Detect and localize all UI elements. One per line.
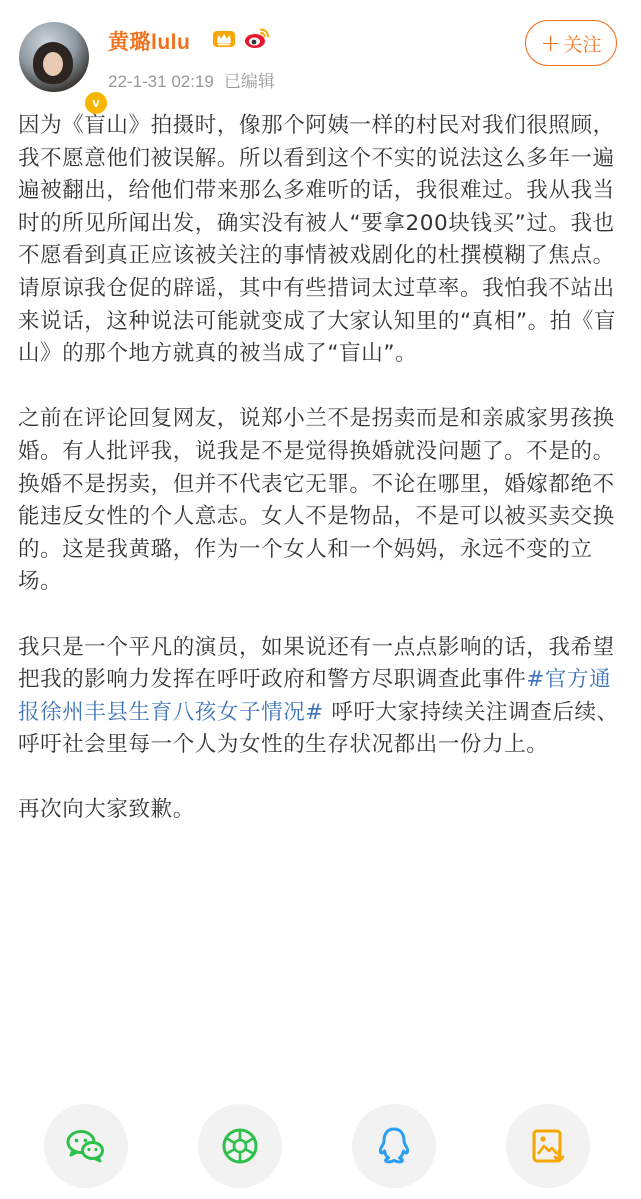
save-image-icon [526,1124,570,1168]
share-bar [0,1100,641,1199]
share-wechat-button[interactable] [44,1104,128,1188]
post-time: 22-1-31 02:19 [108,72,214,91]
verified-badge-icon: v [83,90,109,116]
paragraph: 之前在评论回复网友，说郑小兰不是拐卖而是和亲戚家男孩换婚。有人批评我，说我是不是觉得换婚就没问题了。不是的。换婚不是拐卖，但并不代表它无罪。不论在哪里，婚嫁都绝不能违反女性的个人意志。女人不是物品，不是可以被买卖交换的。这是我黄璐，作为一个女人和一个妈妈，永远不变的立场。 [18,406,615,595]
paragraph: 因为《盲山》拍摄时，像那个阿姨一样的村民对我们很照顾，我不愿意他们被误解。所以看到这个不实的说法这么多年一遍遍被翻出，给他们带来那么多难听的话，我很难过。我从我当时的所见所闻出发，确实没有被人“要拿200块钱买”过。我也不愿看到真正应该被关注的事情被戏剧化的杜撰模糊了焦点。请原谅我仓促的辟谣，其中有些措词太过草率。我怕我不站出来说话，这种说法可能就变成了大家认知里的“真相”。拍《盲山》的那个地方就真的被当成了“盲山”。 [18,113,617,367]
share-qq-button[interactable] [352,1104,436,1188]
avatar[interactable] [19,22,100,110]
paragraph [18,632,624,762]
author-name[interactable]: 黄璐lulu [108,31,191,54]
moments-icon [218,1124,262,1168]
hashtag-link[interactable]: #官方通报徐州丰县生育八孩女子情况# [18,667,612,725]
follow-label: 关注 [563,33,602,56]
paragraph-text: 我只是一个平凡的演员，如果说还有一点点影响的话，我希望把我的影响力发挥在呼吁政府和警方尽职调查此事件 [18,634,615,693]
share-moments-button[interactable] [198,1104,282,1188]
crown-icon[interactable] [212,27,236,49]
wechat-icon [64,1124,108,1168]
paragraph: 再次向大家致歉。 [18,797,195,823]
post-header [0,0,641,110]
qq-icon [372,1124,416,1168]
follow-button[interactable] [525,20,617,66]
post-meta [108,67,275,92]
weibo-icon[interactable] [244,27,270,49]
edited-label: 已编辑 [223,72,275,91]
save-image-button[interactable] [506,1104,590,1188]
post-content [18,110,624,860]
paragraph-text: 呼吁大家持续关注调查后续、呼吁社会里每一个人为女性的生存状况都出一份力上。 [18,699,619,758]
plus-icon: + [540,29,561,57]
